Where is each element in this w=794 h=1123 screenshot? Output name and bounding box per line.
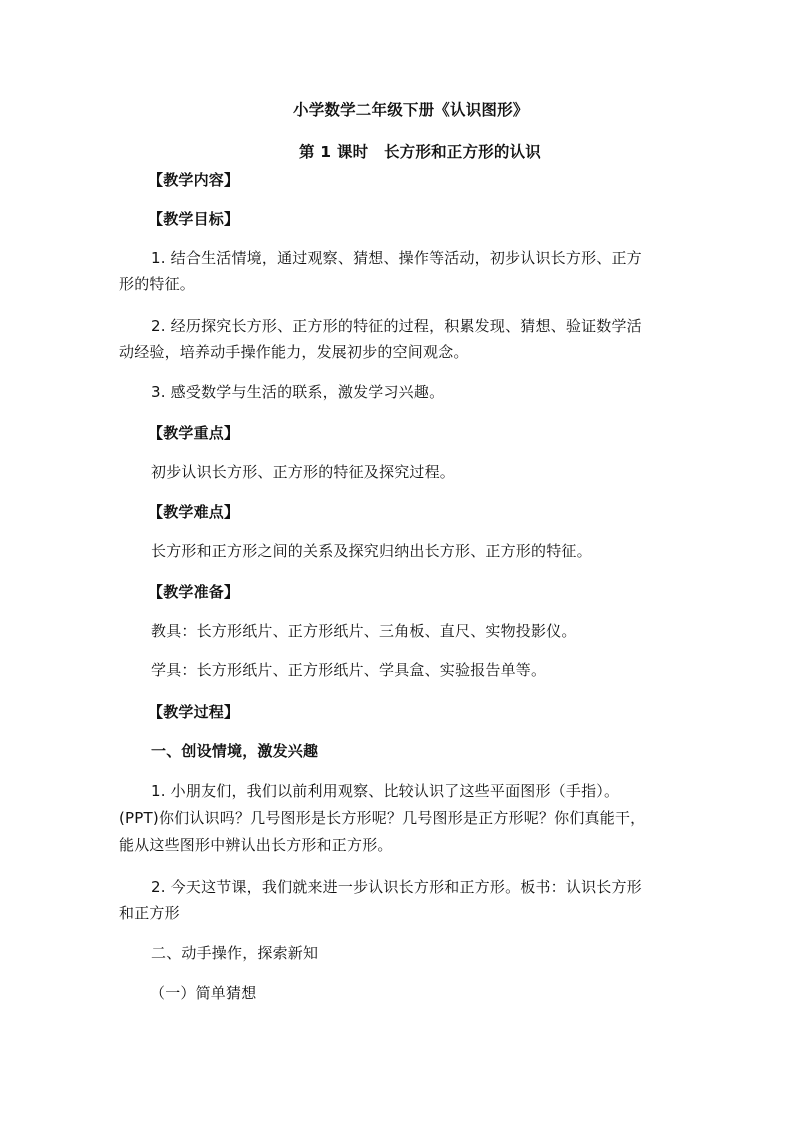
goal-1-line-1: 1. 结合生活情境，通过观察、猜想、操作等活动，初步认识长方形、正方 <box>151 249 642 267</box>
goal-1-line-2: 形的特征。 <box>119 275 196 293</box>
key-point-heading: 【教学重点】 <box>148 424 240 442</box>
content-heading: 【教学内容】 <box>148 171 240 189</box>
part-2-heading: 二、动手操作，探索新知 <box>151 944 319 962</box>
difficulty-text: 长方形和正方形之间的关系及探究归纳出长方形、正方形的特征。 <box>151 542 592 560</box>
lesson-subtitle: 第 1 课时 长方形和正方形的认识 <box>299 143 541 161</box>
goals-heading: 【教学目标】 <box>148 210 240 228</box>
difficulty-heading: 【教学难点】 <box>148 503 240 521</box>
paragraph-1-line-2: (PPT)你们认识吗？几号图形是长方形呢？几号图形是正方形呢？你们真能干， <box>119 809 646 827</box>
goal-2-line-2: 动经验，培养动手操作能力，发展初步的空间观念。 <box>119 343 469 361</box>
preparation-student: 学具：长方形纸片、正方形纸片、学具盒、实验报告单等。 <box>151 661 547 679</box>
process-heading: 【教学过程】 <box>148 703 240 721</box>
key-point-text: 初步认识长方形、正方形的特征及探究过程。 <box>151 463 456 481</box>
subsection-1-heading: （一）简单猜想 <box>150 984 257 1002</box>
preparation-heading: 【教学准备】 <box>148 583 240 601</box>
part-1-heading: 一、创设情境，激发兴趣 <box>151 742 319 760</box>
preparation-teacher: 教具：长方形纸片、正方形纸片、三角板、直尺、实物投影仪。 <box>151 622 577 640</box>
paragraph-2-line-2: 和正方形 <box>119 904 180 922</box>
document-title: 小学数学二年级下册《认识图形》 <box>293 101 529 119</box>
paragraph-2-line-1: 2. 今天这节课，我们就来进一步认识长方形和正方形。板书：认识长方形 <box>151 878 642 896</box>
goal-2-line-1: 2. 经历探究长方形、正方形的特征的过程，积累发现、猜想、验证数学活 <box>151 317 642 335</box>
paragraph-1-line-3: 能从这些图形中辨认出长方形和正方形。 <box>119 836 393 854</box>
paragraph-1-line-1: 1. 小朋友们，我们以前利用观察、比较认识了这些平面图形（手指）。 <box>151 782 620 800</box>
goal-3: 3. 感受数学与生活的联系，激发学习兴趣。 <box>151 383 445 401</box>
